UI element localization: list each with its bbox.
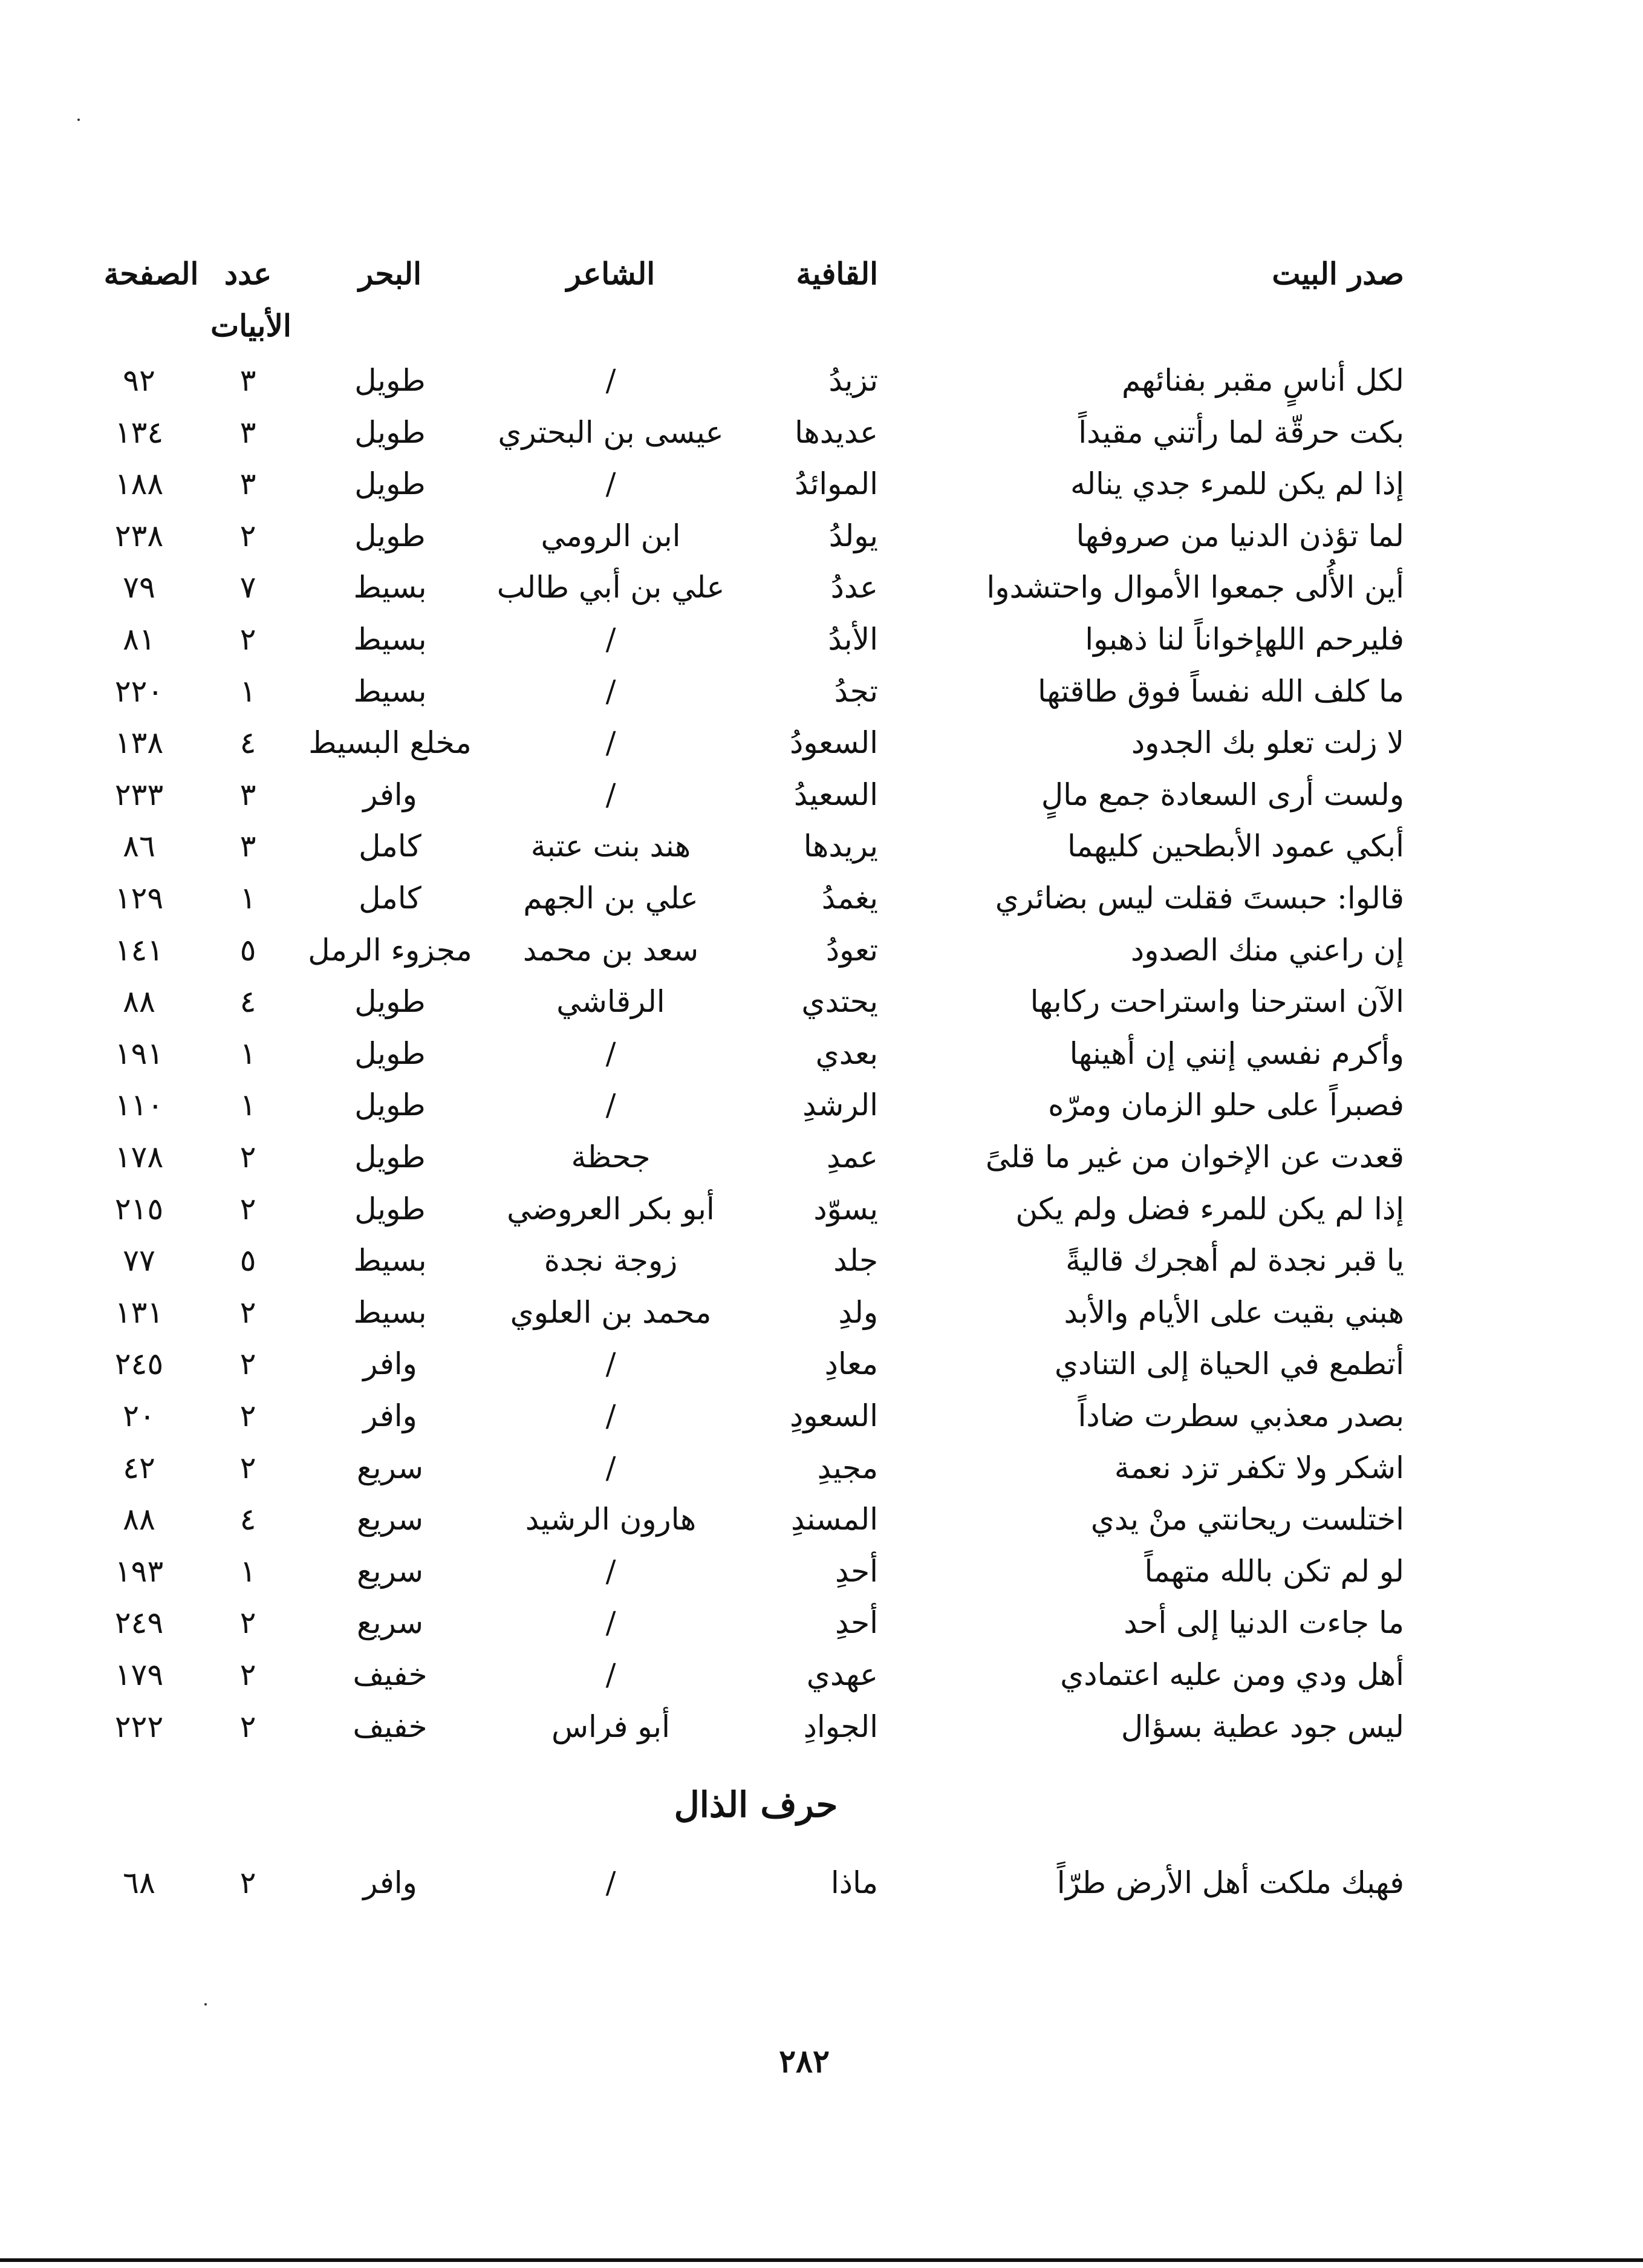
table-row xyxy=(0,717,1643,769)
row-meter: طويل xyxy=(354,518,426,553)
row-verse-count: ١ xyxy=(239,881,256,916)
row-meter: طويل xyxy=(354,1087,426,1123)
row-rhyme: عمدِ xyxy=(827,1139,878,1175)
row-verse-start: ما كلف الله نفساً فوق طاقتها xyxy=(1038,673,1404,709)
row-verse-start: أبكي عمود الأبطحين كليهما xyxy=(1067,829,1404,864)
table-row xyxy=(0,1649,1643,1701)
row-verse-start: إن راعني منك الصدود xyxy=(1130,932,1404,968)
row-rhyme: تعودُ xyxy=(825,932,878,968)
row-rhyme: عددُ xyxy=(830,570,878,605)
row-meter: طويل xyxy=(354,414,426,450)
table-row xyxy=(0,820,1643,872)
row-page: ٧٩ xyxy=(123,570,155,605)
row-page: ٨٨ xyxy=(123,984,155,1020)
row-page: ٤٢ xyxy=(123,1450,155,1485)
page-number: ٢٨٢ xyxy=(779,2043,830,2080)
row-poet: / xyxy=(605,1865,616,1900)
row-verse-start: إذا لم يكن للمرء فضل ولم يكن xyxy=(1015,1191,1404,1227)
row-rhyme: المسندِ xyxy=(791,1502,878,1537)
table-row xyxy=(0,1131,1643,1183)
row-verse-count: ٣ xyxy=(239,829,256,864)
row-page: ١٩٣ xyxy=(114,1553,164,1589)
table-row xyxy=(0,1338,1643,1390)
table-row xyxy=(0,976,1643,1028)
row-verse-count: ٥ xyxy=(239,932,256,968)
row-verse-count: ٥ xyxy=(239,1243,256,1279)
row-verse-start: فصبراً على حلو الزمان ومرّه xyxy=(1048,1087,1404,1123)
row-poet: / xyxy=(605,1346,616,1382)
row-rhyme: الجوادِ xyxy=(803,1709,878,1744)
row-meter: طويل xyxy=(354,1191,426,1227)
row-meter: بسيط xyxy=(353,1294,427,1330)
scan-speck xyxy=(77,119,80,121)
row-meter: وافر xyxy=(363,1346,417,1382)
row-poet: / xyxy=(605,1035,616,1071)
row-poet: / xyxy=(605,1398,616,1433)
row-verse-count: ٣ xyxy=(239,363,256,398)
row-poet: الرقاشي xyxy=(556,984,665,1020)
row-page: ٢٤٩ xyxy=(114,1605,164,1641)
row-page: ٩٢ xyxy=(123,363,155,398)
table-row xyxy=(0,769,1643,821)
row-verse-count: ٢ xyxy=(239,1657,256,1692)
row-rhyme: الموائدُ xyxy=(795,466,878,502)
table-row xyxy=(0,924,1643,976)
row-verse-count: ١ xyxy=(239,1035,256,1071)
row-verse-count: ٢ xyxy=(239,1346,256,1382)
table-row xyxy=(0,1079,1643,1131)
row-page: ٢١٥ xyxy=(114,1191,164,1227)
row-meter: بسيط xyxy=(353,1243,427,1279)
table-row xyxy=(0,1028,1643,1080)
row-page: ١٣٨ xyxy=(114,725,164,761)
row-verse-count: ١ xyxy=(239,1553,256,1589)
row-verse-start: اختلست ريحانتي منْ يدي xyxy=(1090,1502,1404,1537)
row-verse-count: ١ xyxy=(239,1087,256,1123)
row-poet: محمد بن العلوي xyxy=(510,1294,712,1330)
row-rhyme: معادِ xyxy=(824,1346,878,1382)
row-page: ١٩١ xyxy=(114,1035,164,1071)
scan-speck xyxy=(204,2003,207,2006)
row-verse-count: ٧ xyxy=(239,570,256,605)
row-verse-count: ٢ xyxy=(239,622,256,657)
row-poet: / xyxy=(605,1450,616,1485)
row-verse-count: ٣ xyxy=(239,466,256,502)
row-verse-start: هبني بقيت على الأيام والأبد xyxy=(1064,1294,1404,1330)
row-rhyme: عهدي xyxy=(806,1657,878,1692)
row-poet: هند بنت عتبة xyxy=(530,829,691,864)
row-meter: طويل xyxy=(354,363,426,398)
row-meter: وافر xyxy=(363,1398,417,1433)
row-meter: خفيف xyxy=(353,1709,428,1744)
row-poet: / xyxy=(605,1605,616,1641)
row-meter: مجزوء الرمل xyxy=(308,932,472,968)
row-verse-start: فليرحم اللهإخواناً لنا ذهبوا xyxy=(1085,622,1404,657)
header-rhyme: القافية xyxy=(796,256,878,292)
table-row xyxy=(0,665,1643,717)
row-verse-start: قالوا: حبستَ فقلت ليس بضائري xyxy=(995,881,1404,916)
header-verse-start: صدر البيت xyxy=(1272,256,1404,292)
row-verse-start: قعدت عن الإخوان من غير ما قلىً xyxy=(985,1139,1404,1175)
row-rhyme: يغمدُ xyxy=(821,881,878,916)
row-poet: / xyxy=(605,673,616,709)
row-poet: / xyxy=(605,777,616,812)
row-verse-start: بصدر معذبي سطرت ضاداً xyxy=(1078,1398,1404,1433)
row-meter: خفيف xyxy=(353,1657,428,1692)
row-meter: بسيط xyxy=(353,570,427,605)
row-verse-start: ولست أرى السعادة جمع مالٍ xyxy=(1041,777,1404,812)
row-poet: / xyxy=(605,1087,616,1123)
row-page: ٦٨ xyxy=(123,1865,155,1900)
row-verse-start: لو لم تكن بالله متهماً xyxy=(1144,1553,1404,1589)
row-poet: / xyxy=(605,1553,616,1589)
row-verse-count: ٢ xyxy=(239,1865,256,1900)
row-verse-start: لا زلت تعلو بك الجدود xyxy=(1131,725,1404,761)
row-verse-count: ٢ xyxy=(239,1139,256,1175)
row-rhyme: أحدِ xyxy=(835,1553,878,1589)
row-verse-count: ٢ xyxy=(239,1605,256,1641)
row-page: ١٢٩ xyxy=(114,881,164,916)
row-verse-start: إذا لم يكن للمرء جدي يناله xyxy=(1070,466,1404,502)
header-poet: الشاعر xyxy=(566,256,656,292)
row-verse-start: أتطمع في الحياة إلى التنادي xyxy=(1054,1346,1404,1382)
row-page: ٢٤٥ xyxy=(114,1346,164,1382)
row-meter: مخلع البسيط xyxy=(308,725,472,761)
row-rhyme: مجيدِ xyxy=(817,1450,878,1485)
row-meter: بسيط xyxy=(353,622,427,657)
row-rhyme: تزيدُ xyxy=(828,363,878,398)
table-header xyxy=(0,248,1643,344)
table-row xyxy=(0,561,1643,613)
table-row xyxy=(0,1545,1643,1597)
row-page: ٢٢٢ xyxy=(114,1709,164,1744)
row-meter: وافر xyxy=(363,1865,417,1900)
row-page: ١٧٩ xyxy=(114,1657,164,1692)
row-page: ١٣١ xyxy=(114,1294,164,1330)
table-row xyxy=(0,510,1643,562)
table-row xyxy=(0,1234,1643,1286)
row-meter: طويل xyxy=(354,1035,426,1071)
row-meter: وافر xyxy=(363,777,417,812)
row-meter: سريع xyxy=(356,1605,423,1641)
row-verse-start: فهبك ملكت أهل الأرض طرّاً xyxy=(1056,1865,1404,1900)
row-poet: جحظة xyxy=(571,1139,651,1175)
bottom-border-line xyxy=(0,2258,1643,2262)
table-row xyxy=(0,1390,1643,1442)
row-verse-start: يا قبر نجدة لم أهجرك قاليةً xyxy=(1066,1243,1404,1279)
row-verse-count: ٤ xyxy=(239,984,256,1020)
row-page: ٢٣٨ xyxy=(114,518,164,553)
row-rhyme: ماذا xyxy=(830,1865,878,1900)
table-row xyxy=(0,872,1643,924)
row-verse-start: أهل ودي ومن عليه اعتمادي xyxy=(1060,1657,1404,1692)
row-verse-start: لكل أناسٍ مقبر بفنائهم xyxy=(1122,363,1404,398)
row-meter: بسيط xyxy=(353,673,427,709)
row-poet: هارون الرشيد xyxy=(525,1502,697,1537)
row-poet: / xyxy=(605,363,616,398)
row-page: ١٨٨ xyxy=(114,466,164,502)
row-rhyme: يولدُ xyxy=(828,518,878,553)
row-page: ١٤١ xyxy=(114,932,164,968)
table-row xyxy=(0,1286,1643,1338)
row-verse-start: لما تؤذن الدنيا من صروفها xyxy=(1076,518,1404,553)
row-verse-count: ٢ xyxy=(239,518,256,553)
row-rhyme: الأبدُ xyxy=(828,622,878,657)
row-rhyme: عديدها xyxy=(795,414,878,450)
row-page: ٨٨ xyxy=(123,1502,155,1537)
row-verse-start: وأكرم نفسي إنني إن أهينها xyxy=(1069,1035,1404,1071)
row-verse-start: ليس جود عطية بسؤال xyxy=(1121,1709,1404,1744)
row-page: ٢٢٠ xyxy=(114,673,164,709)
row-rhyme: السعيدُ xyxy=(793,777,878,812)
row-poet: / xyxy=(605,622,616,657)
row-verse-count: ٢ xyxy=(239,1398,256,1433)
row-rhyme: يحتدي xyxy=(801,984,878,1020)
section-heading: حرف الذال xyxy=(674,1784,838,1825)
row-verse-count: ٣ xyxy=(239,414,256,450)
row-meter: طويل xyxy=(354,466,426,502)
row-meter: كامل xyxy=(359,829,421,864)
row-meter: سريع xyxy=(356,1502,423,1537)
row-page: ٨١ xyxy=(123,622,155,657)
row-verse-start: ما جاءت الدنيا إلى أحد xyxy=(1124,1605,1404,1641)
table-row xyxy=(0,406,1643,458)
row-verse-count: ٢ xyxy=(239,1450,256,1485)
row-verse-count: ٤ xyxy=(239,1502,256,1537)
row-verse-count: ٢ xyxy=(239,1191,256,1227)
row-poet: / xyxy=(605,725,616,761)
row-rhyme: جلد xyxy=(833,1243,878,1279)
row-page: ٢٠ xyxy=(123,1398,155,1433)
row-page: ٢٣٣ xyxy=(114,777,164,812)
header-count-line2: الأبيات xyxy=(210,308,291,344)
row-page: ١٣٤ xyxy=(114,414,164,450)
row-verse-count: ١ xyxy=(239,673,256,709)
row-page: ١١٠ xyxy=(114,1087,164,1123)
header-count: عدد xyxy=(224,256,272,292)
table-row xyxy=(0,613,1643,665)
row-rhyme: تجدُ xyxy=(834,673,878,709)
row-meter: سريع xyxy=(356,1450,423,1485)
table-row xyxy=(0,1857,1643,1909)
row-rhyme: السعودُ xyxy=(790,725,878,761)
row-meter: طويل xyxy=(354,1139,426,1175)
table-row xyxy=(0,354,1643,406)
row-meter: كامل xyxy=(359,881,421,916)
row-poet: علي بن أبي طالب xyxy=(496,570,725,605)
table-row xyxy=(0,1597,1643,1649)
row-poet: عيسى بن البحتري xyxy=(498,414,724,450)
row-poet: أبو فراس xyxy=(551,1709,670,1744)
row-verse-start: بكت حرقّة لما رأتني مقيداً xyxy=(1078,414,1404,450)
row-rhyme: السعودِ xyxy=(790,1398,878,1433)
row-rhyme: الرشدِ xyxy=(802,1087,878,1123)
table-row xyxy=(0,1701,1643,1753)
row-poet: / xyxy=(605,1657,616,1692)
row-verse-start: أين الأُلى جمعوا الأموال واحتشدوا xyxy=(986,570,1404,605)
row-rhyme: ولدِ xyxy=(838,1294,878,1330)
header-meter: البحر xyxy=(358,256,422,292)
row-poet: / xyxy=(605,466,616,502)
row-rhyme: بعدي xyxy=(815,1035,878,1071)
row-rhyme: أحدِ xyxy=(835,1605,878,1641)
row-poet: علي بن الجهم xyxy=(523,881,698,916)
table-row xyxy=(0,1493,1643,1545)
header-page: الصفحة xyxy=(103,256,199,292)
row-rhyme: يريدها xyxy=(803,829,878,864)
row-page: ٨٦ xyxy=(123,829,155,864)
table-row xyxy=(0,1183,1643,1235)
row-verse-count: ٤ xyxy=(239,725,256,761)
row-verse-count: ٢ xyxy=(239,1294,256,1330)
row-poet: ابن الرومي xyxy=(541,518,681,553)
table-row xyxy=(0,1442,1643,1494)
row-page: ١٧٨ xyxy=(114,1139,164,1175)
row-meter: سريع xyxy=(356,1553,423,1589)
row-verse-count: ٢ xyxy=(239,1709,256,1744)
row-verse-count: ٣ xyxy=(239,777,256,812)
row-verse-start: الآن استرحنا واستراحت ركابها xyxy=(1030,984,1404,1020)
row-meter: طويل xyxy=(354,984,426,1020)
row-poet: زوجة نجدة xyxy=(544,1243,678,1279)
table-row xyxy=(0,458,1643,510)
row-verse-start: اشكر ولا تكفر تزد نعمة xyxy=(1114,1450,1404,1485)
row-poet: سعد بن محمد xyxy=(522,932,699,968)
row-page: ٧٧ xyxy=(123,1243,155,1279)
row-rhyme: يسوّد xyxy=(813,1191,878,1227)
row-poet: أبو بكر العروضي xyxy=(507,1191,715,1227)
